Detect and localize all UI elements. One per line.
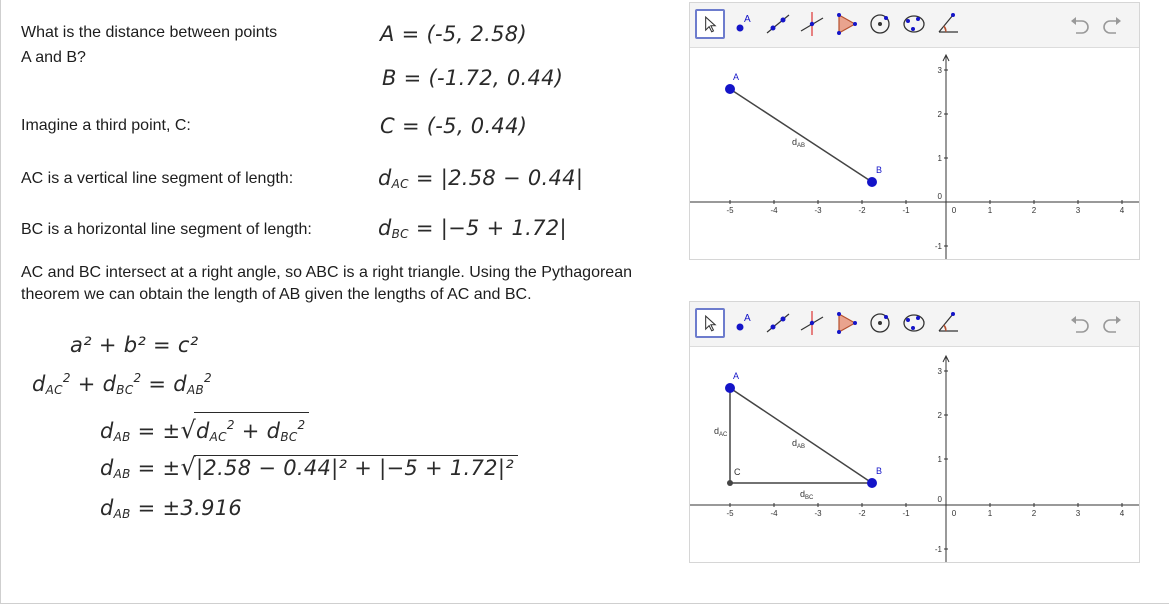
point-b — [867, 478, 877, 488]
x-tick-label: 1 — [987, 509, 993, 518]
pythagorean-formula: a² + b² = c² — [70, 333, 199, 357]
question-line-2: A and B? — [21, 49, 86, 66]
x-tick-label: -5 — [726, 509, 734, 518]
point-tool-icon[interactable] — [729, 9, 759, 39]
segment-ab — [730, 388, 872, 483]
x-tick-label: -3 — [814, 206, 822, 215]
conic-tool-icon[interactable] — [899, 308, 929, 338]
point-b-label: B — [876, 165, 883, 175]
point-c-coords: C = (-5, 0.44) — [380, 114, 528, 138]
x-tick-label: 3 — [1075, 206, 1081, 215]
explanation-line-1: AC and BC intersect at a right angle, so ABC is a right triangle. Using the Pythagorean — [21, 264, 632, 281]
perpendicular-tool-icon[interactable] — [797, 9, 827, 39]
angle-tool-icon[interactable] — [933, 9, 963, 39]
x-tick-label: 4 — [1119, 509, 1125, 518]
ac-description: AC is a vertical line segment of length: — [21, 170, 294, 187]
undo-icon[interactable] — [1068, 13, 1096, 37]
y-tick-label: 1 — [937, 455, 942, 464]
point-a-label: A — [733, 72, 740, 82]
point-tool-icon[interactable] — [729, 308, 759, 338]
graphics-view[interactable] — [690, 47, 1139, 259]
conic-tool-icon[interactable] — [899, 9, 929, 39]
graph-canvas — [690, 346, 1139, 562]
move-tool-icon[interactable] — [695, 308, 725, 338]
redo-icon[interactable] — [1096, 13, 1124, 37]
point-a-coords: A = (-5, 2.58) — [380, 22, 527, 46]
move-tool-icon[interactable] — [695, 9, 725, 39]
y-tick-label: 0 — [937, 495, 942, 504]
y-tick-label: 3 — [937, 367, 942, 376]
svg-text:A: A — [744, 313, 751, 324]
segment-ab — [730, 89, 872, 182]
geogebra-toolbar — [690, 302, 1139, 347]
segment-ab-label: $d_{AB}$ — [792, 438, 806, 450]
x-tick-label: -4 — [770, 509, 778, 518]
x-tick-label: 1 — [987, 206, 993, 215]
geogebra-applet-top[interactable] — [689, 2, 1140, 260]
x-tick-label: -5 — [726, 206, 734, 215]
point-a-label: A — [733, 371, 740, 381]
y-tick-label: 1 — [937, 154, 942, 163]
question-line-1: What is the distance between points — [21, 24, 278, 41]
redo-icon[interactable] — [1096, 312, 1124, 336]
line-tool-icon[interactable] — [763, 9, 793, 39]
polygon-tool-icon[interactable] — [831, 308, 861, 338]
geogebra-toolbar — [690, 3, 1139, 48]
y-tick-label: -1 — [934, 545, 942, 554]
segment-ac-label: $d_{AC}$ — [714, 426, 728, 438]
segment-ab-label: $d_{AB}$ — [792, 137, 806, 149]
point-b — [867, 177, 877, 187]
eq-d-ac: $d_{AC} = |2.58 - 0.44|$ — [378, 166, 584, 191]
angle-tool-icon[interactable] — [933, 308, 963, 338]
perpendicular-tool-icon[interactable] — [797, 308, 827, 338]
y-tick-label: 2 — [937, 411, 942, 420]
third-point-text: Imagine a third point, C: — [21, 117, 191, 134]
x-tick-label: -4 — [770, 206, 778, 215]
graphics-view[interactable] — [690, 346, 1139, 562]
x-tick-label: -3 — [814, 509, 822, 518]
point-b-coords: B = (-1.72, 0.44) — [382, 66, 564, 90]
polygon-tool-icon[interactable] — [831, 9, 861, 39]
eq-root-symbolic: $d_{AB} = \pm√d_{AC}^2 + d_{BC}^2$ — [100, 412, 309, 449]
x-tick-label: 0 — [951, 206, 957, 215]
x-tick-label: 2 — [1031, 509, 1037, 518]
x-tick-label: 0 — [951, 509, 957, 518]
y-tick-label: 2 — [937, 110, 942, 119]
point-c-label: C — [734, 467, 741, 477]
eq-root-numeric: $d_{AB} = \pm√|2.58 - 0.44|^2 + |-5 + 1.72|^2$ — [100, 453, 518, 481]
bc-description: BC is a horizontal line segment of length: — [21, 221, 312, 238]
y-tick-label: -1 — [934, 242, 942, 251]
geogebra-applet-bottom[interactable] — [689, 301, 1140, 563]
x-tick-label: -2 — [858, 206, 866, 215]
point-c — [727, 480, 733, 486]
eq-squares: $d_{AC}^2 + d_{BC}^2 = d_{AB}^2$ — [32, 371, 212, 397]
y-tick-label: 0 — [937, 192, 942, 201]
explanation-line-2: theorem we can obtain the length of AB given the lengths of AC and BC. — [21, 286, 532, 303]
eq-d-bc: $d_{BC} = |-5 + 1.72|$ — [378, 216, 567, 241]
x-tick-label: 2 — [1031, 206, 1037, 215]
x-tick-label: 3 — [1075, 509, 1081, 518]
eq-result: $d_{AB} = \pm 3.916$ — [100, 496, 243, 521]
svg-text:A: A — [744, 14, 751, 25]
segment-bc-label: $d_{BC}$ — [800, 489, 814, 501]
point-b-label: B — [876, 466, 883, 476]
line-tool-icon[interactable] — [763, 308, 793, 338]
circle-tool-icon[interactable] — [865, 9, 895, 39]
point-a — [725, 84, 735, 94]
point-a — [725, 383, 735, 393]
graph-canvas — [690, 47, 1139, 259]
x-tick-label: -1 — [902, 509, 910, 518]
undo-icon[interactable] — [1068, 312, 1096, 336]
x-tick-label: 4 — [1119, 206, 1125, 215]
circle-tool-icon[interactable] — [865, 308, 895, 338]
y-tick-label: 3 — [937, 66, 942, 75]
x-tick-label: -1 — [902, 206, 910, 215]
x-tick-label: -2 — [858, 509, 866, 518]
